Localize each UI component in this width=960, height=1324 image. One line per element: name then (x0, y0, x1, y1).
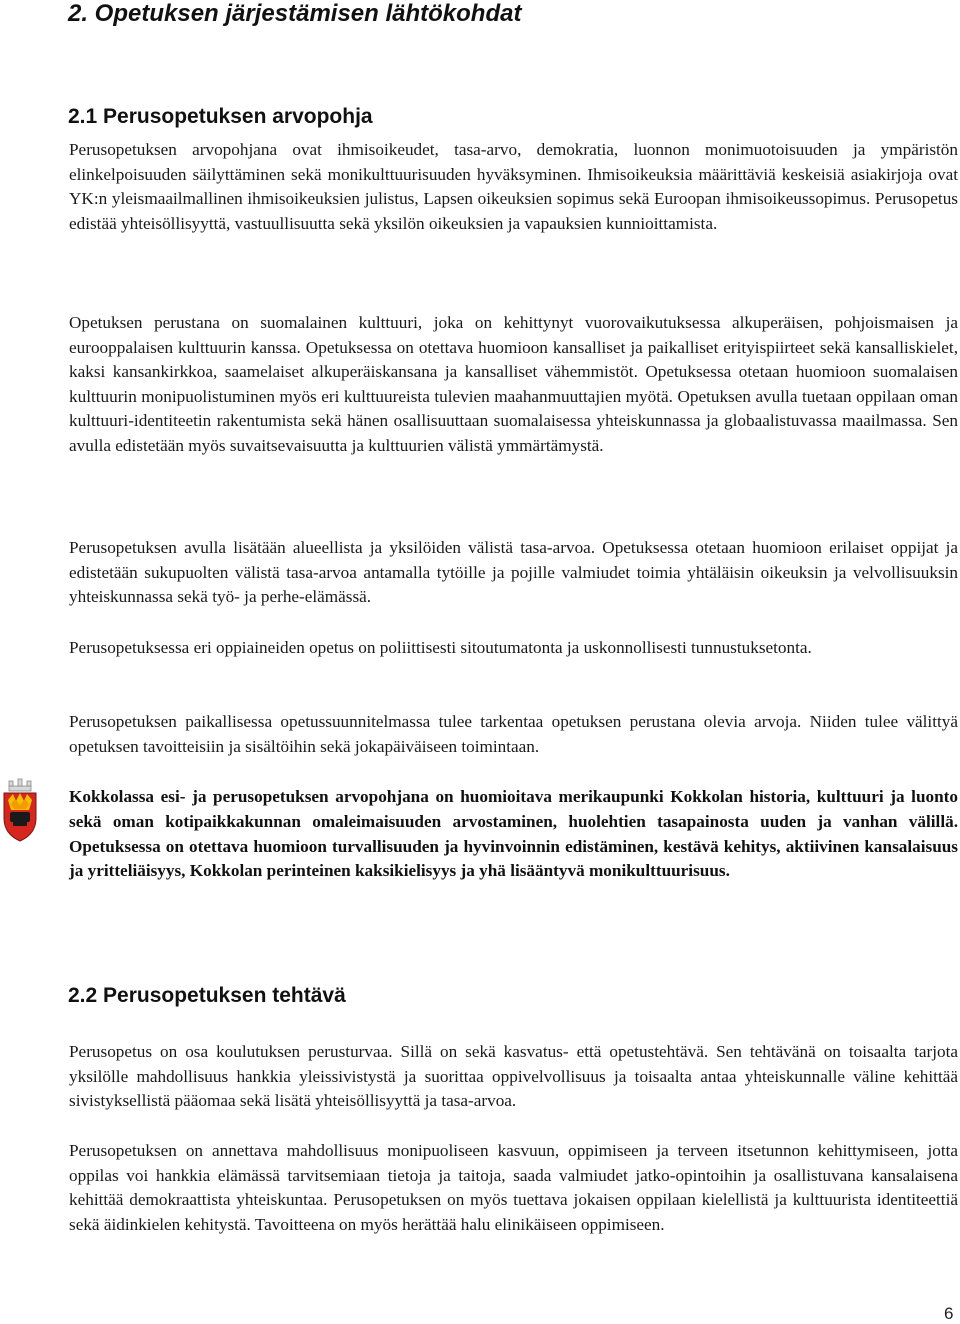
paragraph-local-curriculum: Perusopetuksen paikallisessa opetussuunnitelmassa tulee tarkentaa opetuksen perustana olevia arvoja. Niiden tulee välittyä opetuksen tavoitteisiin ja sisältöihin sekä jokapäiväiseen toimintaan. (69, 712, 958, 756)
paragraph-mission: Perusopetus on osa koulutuksen perusturvaa. Sillä on sekä kasvatus- että opetustehtävä. Sen tehtävänä on toisaalta tarjota yksilölle mahdollisuus hankkia yleissivistystä ja suorittaa oppivelvollisuus ja toisaalta antaa yhteiskunnalle väline kehittää sivistyksellistä pääomaa sekä lisätä yhteisöllisyyttä ja tasa-arvoa. (69, 1042, 958, 1111)
section-heading-2-2: 2.2 Perusopetuksen tehtävä (68, 984, 346, 1007)
paragraph-growth: Perusopetuksen on annettava mahdollisuus monipuoliseen kasvuun, oppimiseen ja terveen itsetunnon kehittymiseen, jotta oppilas voi hankkia elämässä tarvitsemiaan tietoja ja taitoja, saada valmiudet jatko-opintoihin ja osallistuvana kansalaisena kehittää demokraattista yhteiskuntaa. Perusopetuksen on myös tuettava jokaisen oppilaan kielellistä ja kulttuurista identiteettiä sekä äidinkielen kehitystä. Tavoitteena on myös herättää halu elinikäiseen oppimiseen. (69, 1141, 958, 1234)
paragraph-equality: Perusopetuksen avulla lisätään alueellista ja yksilöiden välistä tasa-arvoa. Opetuksessa otetaan huomioon erilaiset oppijat ja edistetään sukupuolten välistä tasa-arvoa antamalla tytöille ja pojille valmiudet toimia yhtäläisin oikeuksin ja velvollisuuksin yhteiskunnassa sekä työ- ja perhe-elämässä. (69, 538, 958, 607)
page-number: 6 (944, 1304, 954, 1323)
main-heading: 2. Opetuksen järjestämisen lähtökohdat (68, 0, 522, 27)
paragraph-kokkola-values: Kokkolassa esi- ja perusopetuksen arvopohjana on huomioitava merikaupunki Kokkolan historia, kulttuuri ja luonto sekä oman kotipaikkakunnan omaleimaisuuden arvostaminen, huolehtien tasapainosta uuden ja vanhan välillä. Opetuksessa on otettava huomioon turvallisuuden ja hyvinvoinnin edistäminen, kestävä kehitys, aktiivinen kansalaisuus ja yritteliäisyys, Kokkolan perinteinen kaksikielisyys ja yhä lisääntyvä monikulttuurisuus. (69, 787, 958, 881)
section-heading-2-1: 2.1 Perusopetuksen arvopohja (68, 105, 373, 128)
paragraph-neutrality: Perusopetuksessa eri oppiaineiden opetus on poliittisesti sitoutumatonta ja uskonnollisesti tunnustuksetonta. (69, 638, 812, 657)
kokkola-crest-icon (0, 778, 40, 844)
paragraph-values-basis: Perusopetuksen arvopohjana ovat ihmisoikeudet, tasa-arvo, demokratia, luonnon monimuotoisuuden ja ympäristön elinkelpoisuuden säilyttäminen sekä monikulttuurisuuden hyväksyminen. Ihmisoikeuksia määrittäviä keskeisiä asiakirjoja ovat YK:n yleismaailmallinen ihmisoikeuksien julistus, Lapsen oikeuksien sopimus sekä Euroopan ihmisoikeussopimus. Perusopetus edistää yhteisöllisyyttä, vastuullisuutta sekä yksilön oikeuksien ja vapauksien kunnioittamista. (69, 140, 958, 233)
crown-icon (9, 779, 31, 791)
paragraph-culture-basis: Opetuksen perustana on suomalainen kulttuuri, joka on kehittynyt vuorovaikutuksessa alkuperäisen, pohjoismaisen ja eurooppalaisen kulttuurin kanssa. Opetuksessa on otettava huomioon kansalliset ja paikalliset erityispiirteet sekä kansalliskielet, kaksi kansankirkkoa, saamelaiset alkuperäiskansana ja kansalliset vähemmistöt. Opetuksessa otetaan huomioon suomalaisen kulttuurin monipuolistuminen myös eri kulttuureista tulevien maahanmuuttajien myötä. Opetuksen avulla tuetaan oppilaan oman kulttuuri-identiteetin rakentumista sekä hänen osallisuuttaan suomalaisessa yhteiskunnassa ja globaalistuvassa maailmassa. Sen avulla edistetään myös suvaitsevaisuutta ja kulttuurien välistä ymmärtämystä. (69, 313, 958, 455)
